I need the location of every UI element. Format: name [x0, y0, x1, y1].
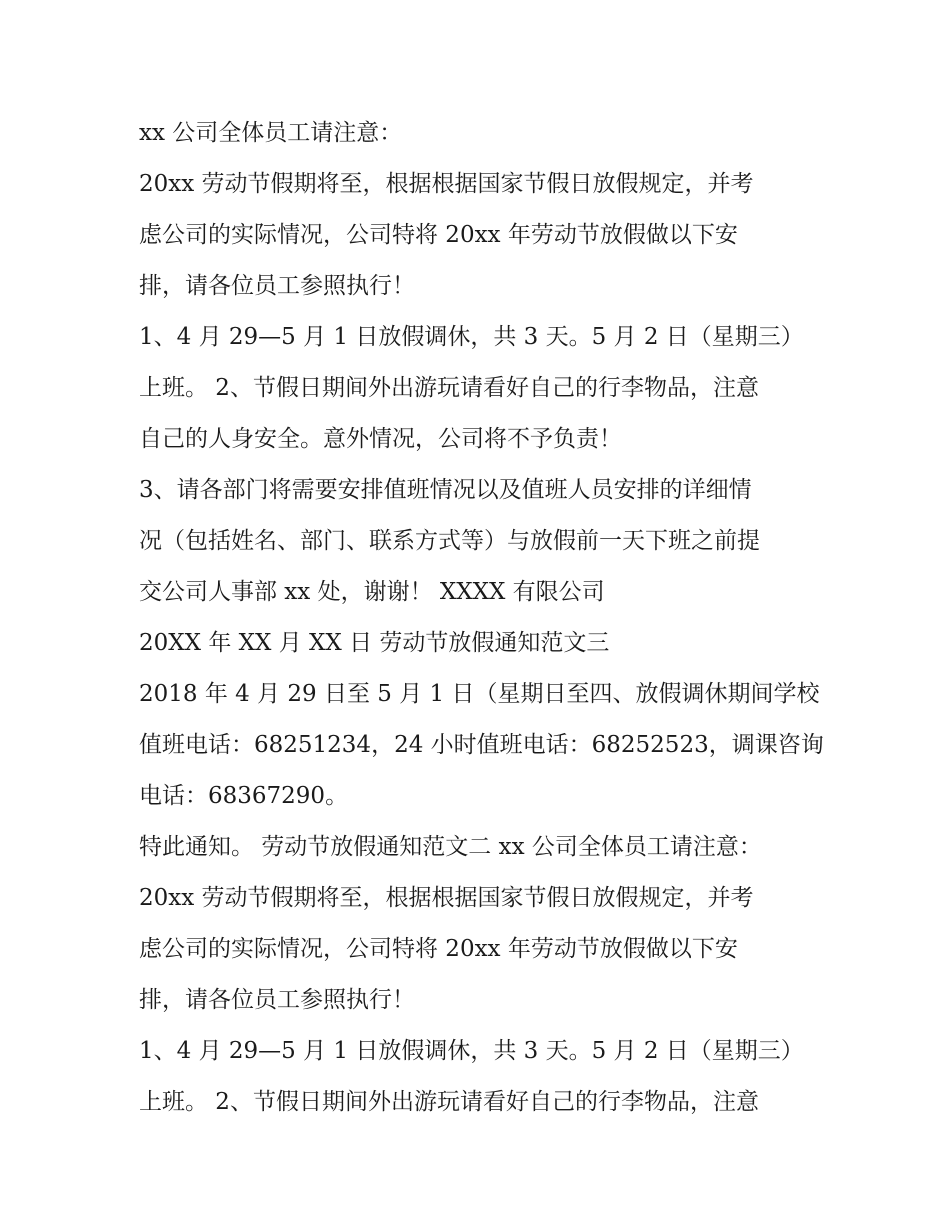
text-line: 20XX 年 XX 月 XX 日 劳动节放假通知范文三 — [139, 630, 610, 656]
text-line: 排，请各位员工参照执行！ — [139, 273, 415, 299]
text-line: 排，请各位员工参照执行！ — [139, 987, 415, 1013]
text-line: 3、请各部门将需要安排值班情况以及值班人员安排的详细情 — [139, 477, 752, 503]
text-line: 20xx 劳动节假期将至，根据根据国家节假日放假规定，并考 — [139, 171, 754, 197]
text-line: xx 公司全体员工请注意： — [139, 120, 403, 146]
text-line: 自己的人身安全。意外情况，公司将不予负责！ — [139, 426, 622, 452]
text-line: 20xx 劳动节假期将至，根据根据国家节假日放假规定，并考 — [139, 885, 754, 911]
text-line: 虑公司的实际情况，公司特将 20xx 年劳动节放假做以下安 — [139, 222, 738, 248]
text-line: 值班电话：68251234，24 小时值班电话：68252523，调课咨询 — [139, 732, 824, 758]
text-line: 上班。 2、节假日期间外出游玩请看好自己的行李物品，注意 — [139, 1089, 759, 1115]
text-line: 1、4 月 29—5 月 1 日放假调休，共 3 天。5 月 2 日（星期三） — [139, 324, 804, 350]
text-line: 虑公司的实际情况，公司特将 20xx 年劳动节放假做以下安 — [139, 936, 738, 962]
text-line: 1、4 月 29—5 月 1 日放假调休，共 3 天。5 月 2 日（星期三） — [139, 1038, 804, 1064]
text-line: 交公司人事部 xx 处，谢谢！ XXXX 有限公司 — [139, 579, 605, 605]
text-line: 上班。 2、节假日期间外出游玩请看好自己的行李物品，注意 — [139, 375, 759, 401]
text-line: 2018 年 4 月 29 日至 5 月 1 日（星期日至四、放假调休期间学校 — [139, 681, 820, 707]
text-line: 特此通知。 劳动节放假通知范文二 xx 公司全体员工请注意： — [139, 834, 762, 860]
text-line: 况（包括姓名、部门、联系方式等）与放假前一天下班之前提 — [139, 528, 760, 554]
text-line: 电话：68367290。 — [139, 783, 349, 809]
document-body — [139, 108, 839, 1128]
